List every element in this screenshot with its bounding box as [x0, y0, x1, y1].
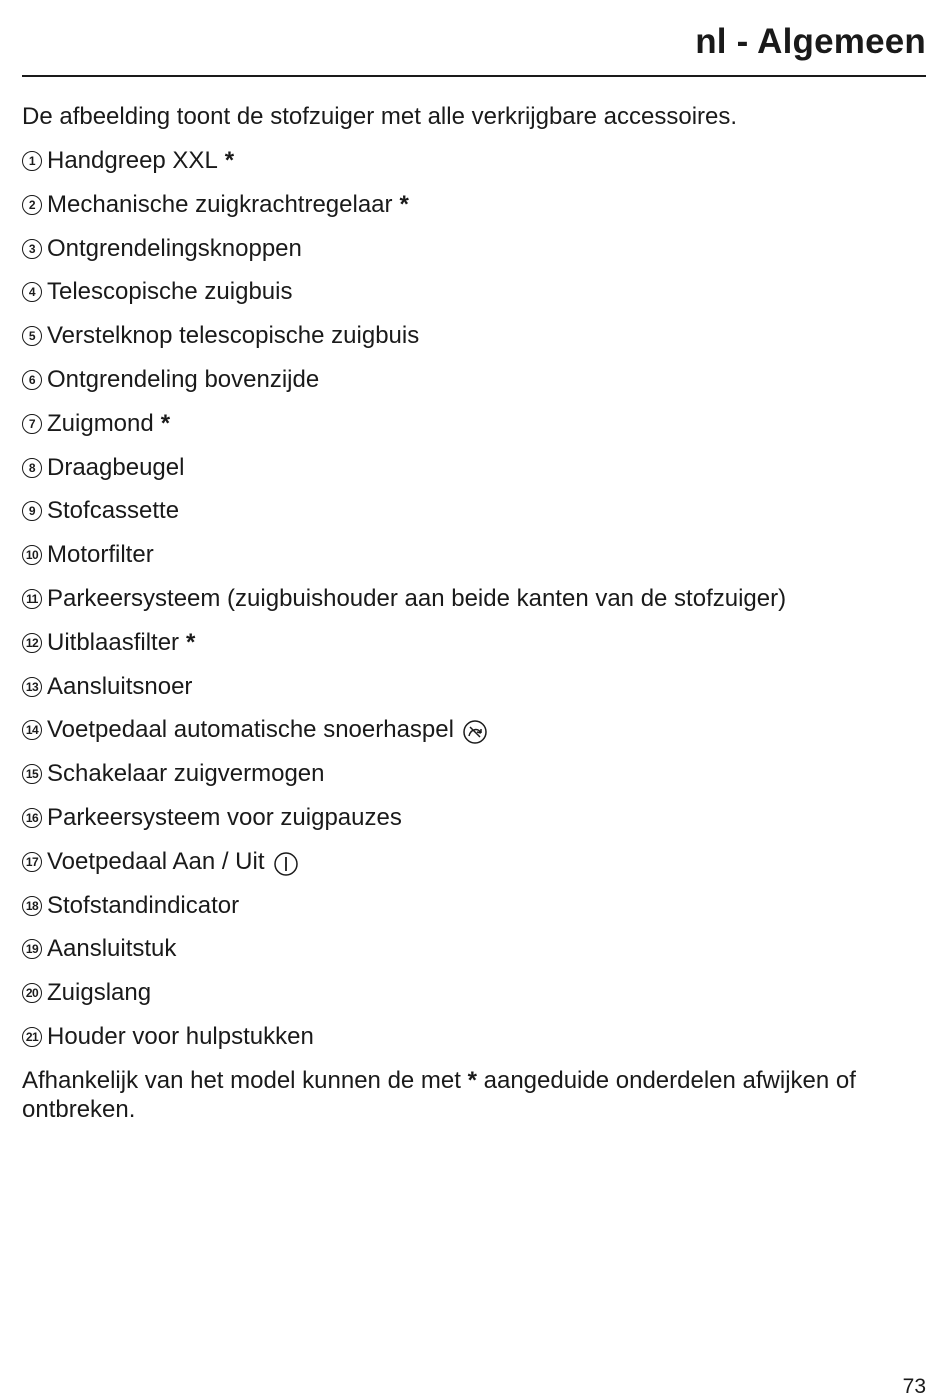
item-label: Stofstandindicator: [47, 891, 240, 919]
optional-asterisk: *: [224, 147, 235, 174]
item-label: Ontgrendeling bovenzijde: [47, 365, 320, 393]
item-number-badge: 11: [22, 589, 42, 609]
item-label: Verstelknop telescopische zuigbuis: [47, 322, 420, 350]
optional-asterisk: *: [186, 628, 196, 656]
list-item: [22, 191, 786, 235]
optional-asterisk: *: [160, 409, 171, 437]
item-number-badge: 19: [22, 939, 42, 959]
page-title: nl - Algemeen: [695, 22, 926, 61]
footnote-text-after: aangeduide onderdelen afwijken of ontbreken.: [22, 1067, 856, 1123]
item-number-badge: 14: [22, 720, 42, 740]
item-number-badge: 18: [22, 896, 42, 916]
list-item: [22, 716, 786, 760]
item-label: Mechanische zuigkrachtregelaar: [47, 190, 393, 218]
list-item: [22, 454, 786, 498]
list-item: [22, 935, 786, 979]
list-item: [22, 804, 786, 848]
item-label: Telescopische zuigbuis: [47, 278, 293, 306]
item-label: Zuigmond: [47, 409, 154, 437]
list-item: [22, 235, 786, 279]
footnote-asterisk: *: [467, 1067, 477, 1094]
page-number: 73: [902, 1375, 926, 1398]
item-label: Aansluitstuk: [47, 935, 177, 963]
item-label: Draagbeugel: [47, 453, 185, 481]
item-number-badge: 10: [22, 545, 42, 565]
list-item: [22, 541, 786, 585]
power-icon: [273, 851, 299, 884]
footnote-text-before: Afhankelijk van het model kunnen de met: [22, 1067, 468, 1094]
header-divider: [22, 75, 926, 77]
list-item: [22, 760, 786, 804]
list-item: [22, 147, 786, 191]
list-item: [22, 322, 786, 366]
item-label: Zuigslang: [47, 979, 152, 1007]
item-number-badge: 12: [22, 633, 42, 653]
cord-rewind-icon: [462, 719, 488, 752]
item-number-badge: 5: [22, 326, 42, 346]
item-number-badge: 6: [22, 370, 42, 390]
list-item: [22, 979, 786, 1023]
list-item: [22, 585, 786, 629]
item-label: Uitblaasfilter: [47, 628, 180, 656]
list-item: [22, 1023, 786, 1067]
item-label: Parkeersysteem (zuigbuishouder aan beide kanten van de stofzuiger): [47, 584, 787, 612]
item-number-badge: 21: [22, 1027, 42, 1047]
item-number-badge: 8: [22, 458, 42, 478]
parts-list: [22, 147, 786, 1067]
item-label: Handgreep XXL: [47, 147, 218, 174]
item-label: Parkeersysteem voor zuigpauzes: [47, 803, 402, 831]
intro-text: De afbeelding toont de stofzuiger met alle verkrijgbare accessoires.: [22, 103, 738, 130]
item-number-badge: 9: [22, 501, 42, 521]
item-label: Houder voor hulpstukken: [47, 1022, 314, 1050]
footnote: [22, 1066, 902, 1124]
item-number-badge: 15: [22, 764, 42, 784]
item-number-badge: 17: [22, 852, 42, 872]
item-label: Ontgrendelingsknoppen: [47, 234, 302, 262]
item-number-badge: 16: [22, 808, 42, 828]
item-label: Motorfilter: [47, 541, 154, 569]
item-number-badge: 13: [22, 677, 42, 697]
list-item: [22, 892, 786, 936]
item-label: Schakelaar zuigvermogen: [47, 760, 325, 788]
list-item: [22, 278, 786, 322]
list-item: [22, 629, 786, 673]
optional-asterisk: *: [399, 190, 409, 218]
list-item: [22, 848, 786, 892]
item-number-badge: 2: [22, 195, 42, 215]
list-item: [22, 497, 786, 541]
list-item: [22, 366, 786, 410]
list-item: [22, 673, 786, 717]
item-number-badge: 4: [22, 282, 42, 302]
item-label: Stofcassette: [47, 497, 180, 525]
list-item: [22, 410, 786, 454]
item-number-badge: 7: [22, 414, 42, 434]
item-number-badge: 20: [22, 983, 42, 1003]
item-number-badge: 3: [22, 239, 42, 259]
item-label: Voetpedaal Aan / Uit: [47, 847, 265, 875]
item-number-badge: 1: [22, 151, 42, 171]
item-label: Aansluitsnoer: [47, 672, 193, 700]
item-label: Voetpedaal automatische snoerhaspel: [47, 716, 454, 744]
